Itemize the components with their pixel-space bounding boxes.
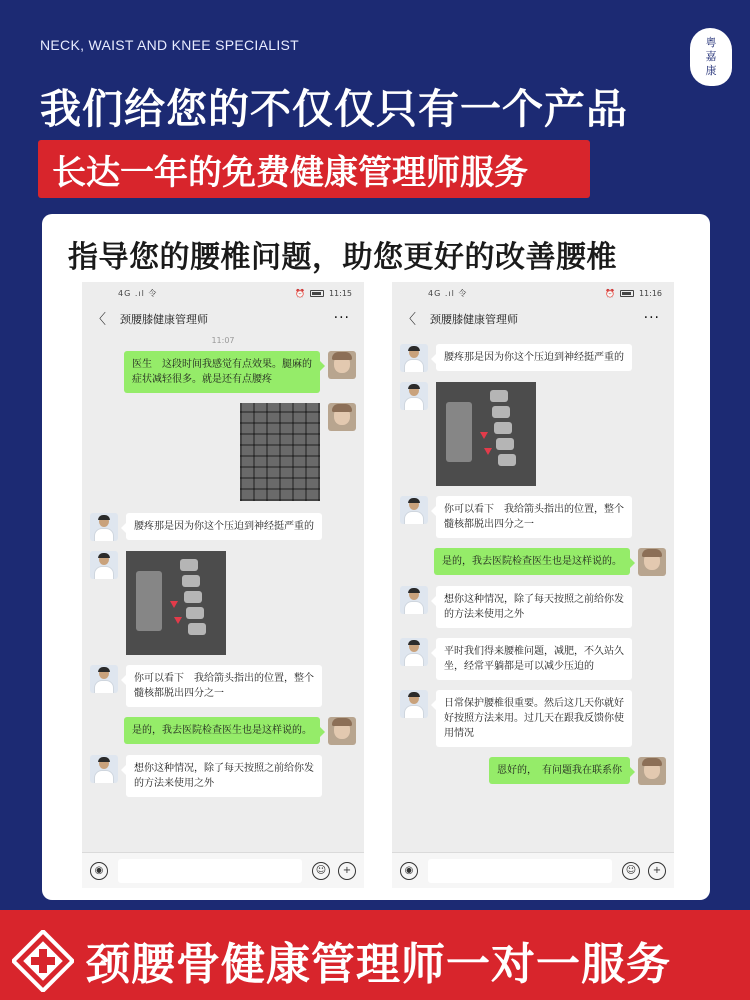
list-item bbox=[90, 717, 356, 745]
list-item bbox=[400, 586, 666, 628]
content-card bbox=[42, 214, 710, 900]
doctor-avatar[interactable] bbox=[400, 496, 428, 524]
doctor-avatar[interactable] bbox=[90, 513, 118, 541]
message-bubble-in[interactable]: 腰疼那是因为你这个压迫到神经挺严重的 bbox=[126, 513, 322, 540]
arrow-marker bbox=[480, 432, 488, 439]
footer-text: 颈腰骨健康管理师一对一服务 bbox=[86, 939, 671, 990]
doctor-avatar[interactable] bbox=[400, 638, 428, 666]
chat-title: 颈腰膝健康管理师 bbox=[430, 313, 518, 326]
user-avatar[interactable] bbox=[328, 717, 356, 745]
list-item bbox=[90, 513, 356, 541]
battery-icon bbox=[620, 290, 634, 297]
mri-image-sent[interactable] bbox=[240, 403, 320, 501]
list-item bbox=[90, 551, 356, 655]
chat-screenshot-left bbox=[82, 282, 364, 888]
message-bubble-out[interactable]: 恩好的， 有问题我在联系你 bbox=[489, 757, 630, 784]
red-banner bbox=[38, 140, 590, 198]
logo-char: 嘉 bbox=[705, 50, 717, 63]
list-item bbox=[400, 344, 666, 372]
list-item bbox=[90, 351, 356, 393]
emoji-icon[interactable]: ☺ bbox=[622, 862, 640, 880]
plus-icon[interactable]: + bbox=[338, 862, 356, 880]
alarm-icon: ⏰ bbox=[604, 288, 615, 298]
message-bubble-in[interactable]: 腰疼那是因为你这个压迫到神经挺严重的 bbox=[436, 344, 632, 371]
list-item bbox=[400, 548, 666, 576]
doctor-avatar[interactable] bbox=[90, 551, 118, 579]
doctor-avatar[interactable] bbox=[400, 344, 428, 372]
status-time: 11:15 bbox=[328, 288, 352, 298]
signal-icon: 4G .ıl 令 bbox=[118, 288, 158, 298]
headline: 我们给您的不仅仅只有一个产品 bbox=[40, 85, 628, 133]
chat-navbar bbox=[392, 304, 674, 334]
chat-title: 颈腰膝健康管理师 bbox=[120, 313, 208, 326]
emoji-icon[interactable]: ☺ bbox=[312, 862, 330, 880]
back-icon[interactable]: 〈 bbox=[92, 312, 106, 328]
user-avatar[interactable] bbox=[638, 548, 666, 576]
list-item bbox=[90, 403, 356, 501]
doctor-avatar[interactable] bbox=[90, 665, 118, 693]
chat-list bbox=[392, 344, 674, 785]
footer-banner bbox=[0, 910, 750, 1000]
red-banner-text: 长达一年的免费健康管理师服务 bbox=[52, 152, 528, 193]
message-bubble-in[interactable]: 想你这种情况，除了每天按照之前给你发的方法来使用之外 bbox=[436, 586, 632, 628]
message-bubble-out[interactable]: 是的，我去医院检查医生也是这样说的。 bbox=[434, 548, 630, 575]
message-bubble-in[interactable]: 日常保护腰椎很重要。然后这几天你就好好按照方法来用。过几天在跟我反馈你使用情况 bbox=[436, 690, 632, 747]
list-item bbox=[400, 690, 666, 747]
plus-icon[interactable]: + bbox=[648, 862, 666, 880]
status-bar bbox=[392, 282, 674, 304]
voice-icon[interactable]: ◉ bbox=[90, 862, 108, 880]
list-item bbox=[400, 638, 666, 680]
doctor-avatar[interactable] bbox=[90, 755, 118, 783]
back-icon[interactable]: 〈 bbox=[402, 312, 416, 328]
arrow-marker bbox=[484, 448, 492, 455]
list-item bbox=[400, 757, 666, 785]
voice-icon[interactable]: ◉ bbox=[400, 862, 418, 880]
list-item bbox=[90, 665, 356, 707]
chat-screenshot-right bbox=[392, 282, 674, 888]
list-item bbox=[400, 382, 666, 486]
arrow-marker bbox=[174, 617, 182, 624]
brand-logo bbox=[690, 28, 732, 86]
doctor-avatar[interactable] bbox=[400, 586, 428, 614]
more-icon[interactable]: ··· bbox=[333, 310, 350, 326]
chat-input-bar bbox=[82, 852, 364, 888]
message-input[interactable] bbox=[428, 859, 612, 883]
battery-icon bbox=[310, 290, 324, 297]
status-bar bbox=[82, 282, 364, 304]
list-item bbox=[400, 496, 666, 538]
chat-navbar bbox=[82, 304, 364, 334]
message-input[interactable] bbox=[118, 859, 302, 883]
message-bubble-in[interactable]: 你可以看下 我给箭头指出的位置，整个髓核都脱出四分之一 bbox=[436, 496, 632, 538]
alarm-icon: ⏰ bbox=[294, 288, 305, 298]
medical-cross-icon bbox=[12, 930, 74, 992]
mri-image[interactable] bbox=[126, 551, 226, 655]
user-avatar[interactable] bbox=[328, 403, 356, 431]
message-bubble-out[interactable]: 医生 这段时间我感觉有点效果。腿麻的症状减轻很多。就是还有点腰疼 bbox=[124, 351, 320, 393]
card-title: 指导您的腰椎问题，助您更好的改善腰椎 bbox=[68, 240, 617, 275]
doctor-avatar[interactable] bbox=[400, 382, 428, 410]
doctor-avatar[interactable] bbox=[400, 690, 428, 718]
logo-char: 康 bbox=[705, 64, 717, 77]
message-bubble-in[interactable]: 想你这种情况，除了每天按照之前给你发的方法来使用之外 bbox=[126, 755, 322, 797]
signal-icon: 4G .ıl 令 bbox=[428, 288, 468, 298]
chat-timestamp: 11:07 bbox=[211, 336, 235, 345]
message-bubble-in[interactable]: 平时我们得来腰椎问题，减肥，不久站久坐，经常平躺都是可以减少压迫的 bbox=[436, 638, 632, 680]
user-avatar[interactable] bbox=[638, 757, 666, 785]
user-avatar[interactable] bbox=[328, 351, 356, 379]
more-icon[interactable]: ··· bbox=[643, 310, 660, 326]
chat-input-bar bbox=[392, 852, 674, 888]
arrow-marker bbox=[170, 601, 178, 608]
mri-image[interactable] bbox=[436, 382, 536, 486]
message-bubble-in[interactable]: 你可以看下 我给箭头指出的位置，整个髓核都脱出四分之一 bbox=[126, 665, 322, 707]
list-item bbox=[90, 755, 356, 797]
status-time: 11:16 bbox=[638, 288, 662, 298]
message-bubble-out[interactable]: 是的，我去医院检查医生也是这样说的。 bbox=[124, 717, 320, 744]
chat-list bbox=[82, 351, 364, 797]
logo-char: 粤 bbox=[705, 36, 717, 49]
subtitle-en: NECK, WAIST AND KNEE SPECIALIST bbox=[40, 37, 300, 53]
